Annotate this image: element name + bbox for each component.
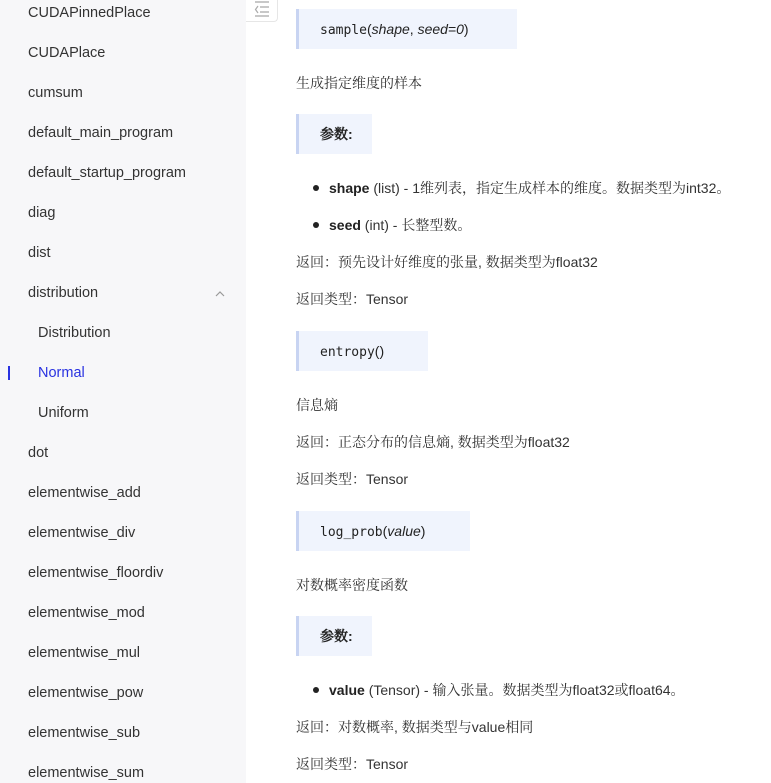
- chevron-up-icon[interactable]: [215, 289, 225, 299]
- sidebar-item-cudapinnedplace[interactable]: CUDAPinnedPlace: [28, 5, 151, 21]
- sidebar-item-elementwise-add[interactable]: elementwise_add: [28, 485, 141, 501]
- active-item-marker: [8, 366, 10, 380]
- sidebar-item-elementwise-mod[interactable]: elementwise_mod: [28, 605, 145, 621]
- param-type: (Tensor): [364, 682, 421, 698]
- param-item-value: [329, 680, 685, 700]
- sample-return-type: 返回类型：Tensor: [296, 291, 409, 307]
- param-name: value: [329, 682, 365, 698]
- param-name: seed: [329, 217, 361, 233]
- param-type: (int): [360, 217, 389, 233]
- sidebar-item-diag[interactable]: diag: [28, 205, 56, 221]
- sidebar-item-uniform[interactable]: Uniform: [38, 405, 89, 421]
- param-type: (list): [369, 180, 400, 196]
- sidebar-item-elementwise-pow[interactable]: elementwise_pow: [28, 685, 144, 701]
- param-separator: ,: [409, 21, 418, 37]
- sidebar-item-elementwise-div[interactable]: elementwise_div: [28, 525, 136, 541]
- method-signature-entropy: [296, 331, 428, 371]
- param-shape: shape: [371, 21, 410, 37]
- param-name: shape: [329, 180, 370, 196]
- log-prob-description: 对数概率密度函数: [296, 577, 408, 593]
- sidebar-item-elementwise-sub[interactable]: elementwise_sub: [28, 725, 141, 741]
- sidebar-item-distribution-base[interactable]: Distribution: [38, 325, 111, 341]
- paren-close: ): [463, 21, 469, 37]
- paren-close: ): [420, 523, 426, 539]
- param-value: value: [387, 523, 421, 539]
- method-signature-log-prob: [296, 511, 470, 551]
- sidebar-item-dist[interactable]: dist: [28, 245, 51, 261]
- sidebar-item-cudaplace[interactable]: CUDAPlace: [28, 45, 106, 61]
- method-name: log_prob: [320, 525, 383, 540]
- bullet-icon: [313, 687, 319, 693]
- method-name: sample: [320, 23, 367, 38]
- method-parens: (): [374, 343, 385, 359]
- bullet-icon: [313, 222, 319, 228]
- param-desc: - 1维列表，指定生成样本的维度。数据类型为int32。: [399, 180, 731, 196]
- param-desc: - 长整型数。: [388, 217, 472, 233]
- sidebar-item-elementwise-floordiv[interactable]: elementwise_floordiv: [28, 565, 164, 581]
- method-name: entropy: [320, 345, 375, 360]
- log-prob-returns: 返回：对数概率, 数据类型与value相同: [296, 719, 534, 735]
- sidebar-item-default-main-program[interactable]: default_main_program: [28, 125, 174, 141]
- entropy-returns: 返回：正态分布的信息熵, 数据类型为float32: [296, 434, 570, 450]
- sidebar-nav: [0, 0, 246, 783]
- sidebar-item-default-startup-program[interactable]: default_startup_program: [28, 165, 186, 181]
- sidebar-item-normal[interactable]: Normal: [38, 365, 85, 381]
- entropy-description: 信息熵: [296, 397, 338, 413]
- param-seed: seed=0: [417, 21, 464, 37]
- log-prob-return-type: 返回类型：Tensor: [296, 756, 409, 772]
- params-heading: 参数:: [296, 114, 372, 154]
- sample-description: 生成指定维度的样本: [296, 75, 422, 91]
- sample-returns: 返回：预先设计好维度的张量, 数据类型为float32: [296, 254, 598, 270]
- list-indent-icon: [254, 0, 270, 18]
- param-desc: - 输入张量。数据类型为float32或float64。: [420, 682, 685, 698]
- entropy-return-type: 返回类型：Tensor: [296, 471, 409, 487]
- bullet-icon: [313, 185, 319, 191]
- sidebar-item-distribution[interactable]: distribution: [28, 285, 99, 301]
- param-item-seed: [329, 215, 471, 235]
- sidebar-item-dot[interactable]: dot: [28, 445, 49, 461]
- param-item-shape: [329, 178, 730, 198]
- params-heading: 参数:: [296, 616, 372, 656]
- sidebar-item-elementwise-mul[interactable]: elementwise_mul: [28, 645, 141, 661]
- method-signature-sample: [296, 9, 517, 49]
- toc-toggle-button[interactable]: [246, 0, 278, 22]
- sidebar-item-cumsum[interactable]: cumsum: [28, 85, 83, 101]
- paren-open: (: [382, 523, 388, 539]
- sidebar-item-elementwise-sum[interactable]: elementwise_sum: [28, 765, 145, 781]
- paren-open: (: [366, 21, 372, 37]
